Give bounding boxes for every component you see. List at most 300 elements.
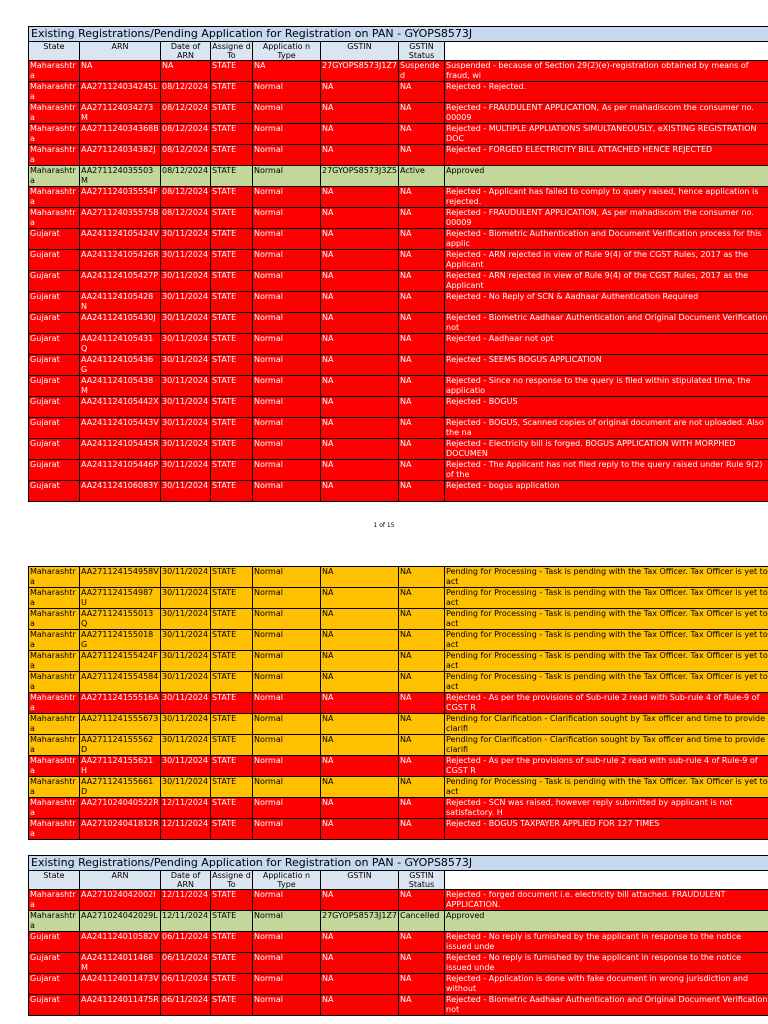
- cell-state: Maharashtra: [29, 609, 80, 630]
- cell-state: Maharashtra: [29, 82, 80, 103]
- cell-date: 30/11/2024: [161, 334, 211, 355]
- cell-arn: AA271124155516A: [80, 693, 161, 714]
- cell-gstin-status: NA: [399, 890, 445, 911]
- cell-gstin: NA: [321, 588, 399, 609]
- cell-assigned: STATE: [211, 61, 253, 82]
- table-row: [29, 103, 768, 124]
- cell-date: 08/12/2024: [161, 145, 211, 166]
- cell-date: 30/11/2024: [161, 693, 211, 714]
- cell-gstin-status: NA: [399, 145, 445, 166]
- cell-assigned: STATE: [211, 651, 253, 672]
- cell-type: Normal: [253, 588, 321, 609]
- cell-date: 06/11/2024: [161, 974, 211, 995]
- cell-gstin-status: NA: [399, 932, 445, 953]
- cell-date: 30/11/2024: [161, 418, 211, 439]
- cell-gstin: 27GYOPS8573J1Z7: [321, 61, 399, 82]
- table-row: [29, 250, 768, 271]
- cell-gstin-status: NA: [399, 313, 445, 334]
- cell-date: 30/11/2024: [161, 630, 211, 651]
- cell-type: Normal: [253, 82, 321, 103]
- cell-gstin-status: NA: [399, 995, 445, 1016]
- cell-date: 08/12/2024: [161, 82, 211, 103]
- cell-assigned: STATE: [211, 911, 253, 932]
- cell-state: Gujarat: [29, 439, 80, 460]
- table-row: [29, 819, 768, 840]
- cell-type: Normal: [253, 439, 321, 460]
- table-row: [29, 460, 768, 481]
- table-row: [29, 890, 768, 911]
- table-row: [29, 995, 768, 1016]
- col-header-assigned: Assigne d To: [212, 871, 251, 889]
- table-row: [29, 334, 768, 355]
- cell-assigned: STATE: [211, 439, 253, 460]
- cell-state: Gujarat: [29, 953, 80, 974]
- cell-gstin: NA: [321, 397, 399, 418]
- cell-type: Normal: [253, 735, 321, 756]
- cell-state: Gujarat: [29, 974, 80, 995]
- cell-remarks: Pending for Clarification - Clarification sought by Tax officer and time to provide clarifi: [445, 735, 768, 756]
- cell-gstin: NA: [321, 376, 399, 397]
- cell-date: 08/12/2024: [161, 187, 211, 208]
- cell-arn: AA271024042002I: [80, 890, 161, 911]
- cell-gstin-status: NA: [399, 567, 445, 588]
- table-row: [29, 672, 768, 693]
- cell-state: Gujarat: [29, 271, 80, 292]
- cell-gstin-status: NA: [399, 439, 445, 460]
- cell-arn: AA241124105443V: [80, 418, 161, 439]
- cell-type: Normal: [253, 630, 321, 651]
- cell-type: Normal: [253, 460, 321, 481]
- cell-gstin-status: NA: [399, 672, 445, 693]
- cell-date: 30/11/2024: [161, 376, 211, 397]
- cell-date: 06/11/2024: [161, 995, 211, 1016]
- cell-gstin-status: NA: [399, 974, 445, 995]
- cell-gstin-status: NA: [399, 397, 445, 418]
- cell-gstin: NA: [321, 714, 399, 735]
- cell-state: Gujarat: [29, 397, 80, 418]
- col-header-gstin: GSTIN: [321, 42, 399, 61]
- cell-type: Normal: [253, 481, 321, 502]
- cell-arn: AA271124035575B: [80, 208, 161, 229]
- cell-assigned: STATE: [211, 567, 253, 588]
- cell-state: Gujarat: [29, 334, 80, 355]
- cell-assigned: STATE: [211, 630, 253, 651]
- cell-gstin-status: NA: [399, 819, 445, 840]
- cell-arn: AA271024040522R: [80, 798, 161, 819]
- cell-gstin: NA: [321, 208, 399, 229]
- cell-type: Normal: [253, 166, 321, 187]
- cell-date: 30/11/2024: [161, 292, 211, 313]
- table-row: [29, 714, 768, 735]
- cell-gstin: NA: [321, 995, 399, 1016]
- cell-gstin: NA: [321, 145, 399, 166]
- table-row: [29, 735, 768, 756]
- cell-type: Normal: [253, 567, 321, 588]
- cell-gstin-status: NA: [399, 777, 445, 798]
- cell-assigned: STATE: [211, 229, 253, 250]
- cell-date: 30/11/2024: [161, 397, 211, 418]
- cell-assigned: STATE: [211, 995, 253, 1016]
- cell-date: 30/11/2024: [161, 355, 211, 376]
- cell-state: Maharashtra: [29, 145, 80, 166]
- col-header-remarks: [445, 871, 768, 890]
- cell-arn: AA2711241555673: [80, 714, 161, 735]
- cell-assigned: STATE: [211, 208, 253, 229]
- cell-remarks: Approved: [445, 166, 768, 187]
- table-body-page2: [29, 567, 768, 840]
- table-row: [29, 187, 768, 208]
- cell-remarks: Rejected - BOGUS TAXPAYER APPLIED FOR 127 TIMES: [445, 819, 768, 840]
- cell-remarks: Rejected - ARN rejected in view of Rule 9(4) of the CGST Rules, 2017 as the Applicant: [445, 250, 768, 271]
- cell-gstin: 27GYOPS8573J1Z7: [321, 911, 399, 932]
- cell-state: Gujarat: [29, 250, 80, 271]
- cell-type: Normal: [253, 714, 321, 735]
- cell-gstin-status: NA: [399, 481, 445, 502]
- cell-gstin: NA: [321, 82, 399, 103]
- cell-date: 30/11/2024: [161, 271, 211, 292]
- table-row: [29, 145, 768, 166]
- cell-date: 30/11/2024: [161, 313, 211, 334]
- cell-gstin: NA: [321, 819, 399, 840]
- cell-date: 30/11/2024: [161, 756, 211, 777]
- cell-state: Gujarat: [29, 313, 80, 334]
- table-row: [29, 355, 768, 376]
- cell-assigned: STATE: [211, 187, 253, 208]
- cell-state: Maharashtra: [29, 630, 80, 651]
- cell-date: 30/11/2024: [161, 651, 211, 672]
- cell-type: Normal: [253, 756, 321, 777]
- col-header-type: Applicatio n Type: [253, 871, 321, 890]
- cell-type: Normal: [253, 819, 321, 840]
- cell-date: 12/11/2024: [161, 911, 211, 932]
- table-row: [29, 313, 768, 334]
- cell-assigned: STATE: [211, 609, 253, 630]
- cell-remarks: Rejected - As per the provisions of Sub-rule 2 read with Sub-rule 4 of Rule-9 of CGST R: [445, 693, 768, 714]
- cell-gstin: NA: [321, 890, 399, 911]
- cell-gstin-status: NA: [399, 334, 445, 355]
- table-row: [29, 418, 768, 439]
- cell-type: Normal: [253, 145, 321, 166]
- cell-type: Normal: [253, 890, 321, 911]
- cell-remarks: Rejected - As per the provisions of sub-rule 2 read with sub-rule 4 of Rule-9 of CGST R: [445, 756, 768, 777]
- cell-type: Normal: [253, 187, 321, 208]
- cell-arn: AA241124105430J: [80, 313, 161, 334]
- cell-state: Maharashtra: [29, 777, 80, 798]
- cell-type: Normal: [253, 609, 321, 630]
- cell-assigned: STATE: [211, 481, 253, 502]
- cell-remarks: Rejected - Rejected.: [445, 82, 768, 103]
- cell-assigned: STATE: [211, 714, 253, 735]
- cell-remarks: Rejected - No reply is furnished by the applicant in response to the notice issued unde: [445, 953, 768, 974]
- col-header-gstin: GSTIN: [321, 871, 399, 890]
- table-header: [29, 871, 768, 890]
- cell-arn: AA271124155621H: [80, 756, 161, 777]
- cell-arn: AA271124154958V: [80, 567, 161, 588]
- cell-gstin-status: NA: [399, 418, 445, 439]
- table-row: [29, 974, 768, 995]
- cell-state: Gujarat: [29, 355, 80, 376]
- cell-gstin: NA: [321, 481, 399, 502]
- table-row: [29, 61, 768, 82]
- cell-assigned: STATE: [211, 890, 253, 911]
- cell-gstin: NA: [321, 292, 399, 313]
- cell-date: 12/11/2024: [161, 819, 211, 840]
- cell-remarks: Rejected - FORGED ELECTRICITY BILL ATTACHED HENCE REJECTED: [445, 145, 768, 166]
- cell-remarks: Rejected - SEEMS BOGUS APPLICATION: [445, 355, 768, 376]
- cell-state: Maharashtra: [29, 166, 80, 187]
- col-header-arn: ARN: [80, 42, 161, 61]
- cell-remarks: Rejected - Biometric Authentication and Document Verification process for this applic: [445, 229, 768, 250]
- cell-assigned: STATE: [211, 82, 253, 103]
- cell-gstin: NA: [321, 735, 399, 756]
- cell-type: Normal: [253, 953, 321, 974]
- cell-gstin-status: Cancelled: [399, 911, 445, 932]
- cell-state: Gujarat: [29, 418, 80, 439]
- cell-gstin: NA: [321, 334, 399, 355]
- cell-arn: AA241124105428N: [80, 292, 161, 313]
- cell-date: 30/11/2024: [161, 567, 211, 588]
- cell-arn: AA271124154987U: [80, 588, 161, 609]
- cell-gstin: NA: [321, 124, 399, 145]
- cell-state: Maharashtra: [29, 735, 80, 756]
- cell-remarks: Rejected - BOGUS, Scanned copies of original document are not uploaded. Also the na: [445, 418, 768, 439]
- col-header-arn: ARN: [80, 871, 161, 890]
- cell-gstin: NA: [321, 187, 399, 208]
- cell-date: 30/11/2024: [161, 777, 211, 798]
- cell-assigned: STATE: [211, 672, 253, 693]
- cell-date: NA: [161, 61, 211, 82]
- col-header-state: State: [29, 42, 80, 61]
- cell-type: Normal: [253, 777, 321, 798]
- table-row: [29, 124, 768, 145]
- cell-arn: AA241124106083Y: [80, 481, 161, 502]
- cell-type: Normal: [253, 313, 321, 334]
- cell-date: 30/11/2024: [161, 229, 211, 250]
- cell-gstin-status: Suspended: [399, 61, 445, 82]
- cell-date: 30/11/2024: [161, 714, 211, 735]
- cell-assigned: STATE: [211, 819, 253, 840]
- registrations-table-page3: [28, 855, 768, 1016]
- cell-assigned: STATE: [211, 166, 253, 187]
- cell-state: Maharashtra: [29, 103, 80, 124]
- cell-date: 30/11/2024: [161, 481, 211, 502]
- cell-remarks: Rejected - FRAUDULENT APPLICATION, As per mahadiscom the consumer no. 00009: [445, 103, 768, 124]
- cell-gstin: NA: [321, 609, 399, 630]
- cell-gstin-status: NA: [399, 250, 445, 271]
- col-header-gstin-status: GSTIN Status: [399, 871, 445, 890]
- table-row: [29, 292, 768, 313]
- cell-assigned: STATE: [211, 777, 253, 798]
- table-row: [29, 756, 768, 777]
- table-row: [29, 439, 768, 460]
- cell-gstin-status: NA: [399, 229, 445, 250]
- table-row: [29, 953, 768, 974]
- cell-remarks: Rejected - ARN rejected in view of Rule 9(4) of the CGST Rules, 2017 as the Applicant: [445, 271, 768, 292]
- cell-arn: AA271124155018G: [80, 630, 161, 651]
- cell-remarks: Rejected - Biometric Aadhaar Authentication and Original Document Verification not: [445, 313, 768, 334]
- cell-state: Maharashtra: [29, 567, 80, 588]
- table-row: [29, 693, 768, 714]
- col-header-remarks: [445, 42, 768, 61]
- cell-arn: AA271124155013Q: [80, 609, 161, 630]
- cell-type: Normal: [253, 911, 321, 932]
- cell-arn: AA241124011473V: [80, 974, 161, 995]
- cell-arn: AA241124105446P: [80, 460, 161, 481]
- cell-state: Maharashtra: [29, 819, 80, 840]
- col-header-assigned: Assigne d To: [212, 42, 251, 60]
- cell-assigned: STATE: [211, 292, 253, 313]
- cell-date: 30/11/2024: [161, 588, 211, 609]
- cell-remarks: Rejected - BOGUS: [445, 397, 768, 418]
- cell-gstin: NA: [321, 271, 399, 292]
- cell-remarks: Rejected - FRAUDULENT APPLICATION, As per mahadiscom the consumer no. 00009: [445, 208, 768, 229]
- cell-gstin: NA: [321, 756, 399, 777]
- cell-gstin-status: NA: [399, 208, 445, 229]
- cell-type: Normal: [253, 271, 321, 292]
- table-row: [29, 932, 768, 953]
- cell-gstin-status: NA: [399, 292, 445, 313]
- cell-gstin-status: NA: [399, 798, 445, 819]
- cell-assigned: STATE: [211, 124, 253, 145]
- cell-state: Gujarat: [29, 229, 80, 250]
- cell-assigned: STATE: [211, 334, 253, 355]
- table-row: [29, 630, 768, 651]
- cell-gstin-status: NA: [399, 693, 445, 714]
- cell-gstin-status: NA: [399, 103, 445, 124]
- cell-arn: AA271124155562D: [80, 735, 161, 756]
- cell-gstin: NA: [321, 355, 399, 376]
- cell-gstin-status: NA: [399, 187, 445, 208]
- cell-assigned: STATE: [211, 271, 253, 292]
- cell-assigned: STATE: [211, 103, 253, 124]
- cell-arn: AA241124105426R: [80, 250, 161, 271]
- cell-type: Normal: [253, 974, 321, 995]
- cell-gstin: NA: [321, 953, 399, 974]
- cell-assigned: STATE: [211, 355, 253, 376]
- cell-assigned: STATE: [211, 693, 253, 714]
- cell-arn: AA271124034245L: [80, 82, 161, 103]
- cell-date: 06/11/2024: [161, 932, 211, 953]
- cell-state: Maharashtra: [29, 756, 80, 777]
- cell-remarks: Rejected - SCN was raised, however reply submitted by applicant is not satisfactory. H: [445, 798, 768, 819]
- cell-arn: AA271124035503M: [80, 166, 161, 187]
- cell-gstin-status: NA: [399, 588, 445, 609]
- cell-gstin: NA: [321, 313, 399, 334]
- cell-state: Maharashtra: [29, 911, 80, 932]
- table-row: [29, 777, 768, 798]
- cell-state: Maharashtra: [29, 588, 80, 609]
- table-header: [29, 42, 768, 61]
- cell-remarks: Rejected - Electricity bill is forged. BOGUS APPLICATION WITH MORPHED DOCUMEN: [445, 439, 768, 460]
- cell-arn: AA241124011468M: [80, 953, 161, 974]
- cell-type: Normal: [253, 124, 321, 145]
- cell-assigned: STATE: [211, 953, 253, 974]
- cell-arn: AA241124105431Q: [80, 334, 161, 355]
- cell-arn: AA2711241554584: [80, 672, 161, 693]
- cell-type: NA: [253, 61, 321, 82]
- table-row: [29, 397, 768, 418]
- table-title: Existing Registrations/Pending Application for Registration on PAN - GYOPS8573J: [29, 27, 768, 42]
- cell-state: Gujarat: [29, 376, 80, 397]
- cell-type: Normal: [253, 651, 321, 672]
- cell-date: 30/11/2024: [161, 460, 211, 481]
- cell-type: Normal: [253, 376, 321, 397]
- cell-remarks: Pending for Processing - Task is pending with the Tax Officer. Tax Officer is yet to act: [445, 651, 768, 672]
- cell-state: Gujarat: [29, 481, 80, 502]
- cell-arn: AA241124011475R: [80, 995, 161, 1016]
- cell-remarks: Rejected - Application is done with fake document in wrong jurisdiction and without: [445, 974, 768, 995]
- cell-remarks: Pending for Processing - Task is pending with the Tax Officer. Tax Officer is yet to act: [445, 672, 768, 693]
- cell-gstin: NA: [321, 630, 399, 651]
- cell-gstin: NA: [321, 439, 399, 460]
- cell-remarks: Rejected - Aadhaar not opt: [445, 334, 768, 355]
- cell-gstin-status: NA: [399, 630, 445, 651]
- cell-assigned: STATE: [211, 145, 253, 166]
- cell-date: 08/12/2024: [161, 103, 211, 124]
- col-header-type: Applicatio n Type: [253, 42, 321, 61]
- cell-assigned: STATE: [211, 397, 253, 418]
- cell-assigned: STATE: [211, 974, 253, 995]
- cell-remarks: Rejected - Since no response to the query is filed within stipulated time, the applicatio: [445, 376, 768, 397]
- cell-assigned: STATE: [211, 418, 253, 439]
- cell-type: Normal: [253, 208, 321, 229]
- cell-date: 30/11/2024: [161, 250, 211, 271]
- cell-remarks: Pending for Processing - Task is pending with the Tax Officer. Tax Officer is yet to act: [445, 777, 768, 798]
- cell-arn: AA241124105438M: [80, 376, 161, 397]
- table-row: [29, 651, 768, 672]
- cell-date: 12/11/2024: [161, 798, 211, 819]
- cell-state: Maharashtra: [29, 651, 80, 672]
- cell-state: Gujarat: [29, 292, 80, 313]
- cell-assigned: STATE: [211, 460, 253, 481]
- cell-arn: AA241124105427P: [80, 271, 161, 292]
- cell-assigned: STATE: [211, 932, 253, 953]
- cell-gstin-status: NA: [399, 735, 445, 756]
- cell-gstin-status: NA: [399, 953, 445, 974]
- table-title: Existing Registrations/Pending Application for Registration on PAN - GYOPS8573J: [29, 856, 768, 871]
- cell-arn: AA271024042029L: [80, 911, 161, 932]
- cell-state: Maharashtra: [29, 61, 80, 82]
- cell-state: Gujarat: [29, 460, 80, 481]
- cell-arn: AA241124105424V: [80, 229, 161, 250]
- cell-gstin: NA: [321, 693, 399, 714]
- col-header-date: Date of ARN: [161, 42, 211, 61]
- cell-gstin: NA: [321, 250, 399, 271]
- cell-assigned: STATE: [211, 735, 253, 756]
- cell-assigned: STATE: [211, 588, 253, 609]
- table-row: [29, 567, 768, 588]
- cell-type: Normal: [253, 103, 321, 124]
- cell-gstin-status: NA: [399, 714, 445, 735]
- table-row: [29, 271, 768, 292]
- cell-state: Maharashtra: [29, 890, 80, 911]
- cell-remarks: Pending for Clarification - Clarification sought by Tax officer and time to provide clarifi: [445, 714, 768, 735]
- cell-state: Maharashtra: [29, 714, 80, 735]
- cell-assigned: STATE: [211, 313, 253, 334]
- cell-state: Maharashtra: [29, 672, 80, 693]
- cell-remarks: Rejected - forged document i.e. electricity bill attached. FRAUDULENT APPLICATION.: [445, 890, 768, 911]
- cell-gstin-status: NA: [399, 651, 445, 672]
- cell-state: Maharashtra: [29, 798, 80, 819]
- cell-gstin-status: NA: [399, 376, 445, 397]
- cell-date: 06/11/2024: [161, 953, 211, 974]
- cell-arn: AA241124010582V: [80, 932, 161, 953]
- table-row: [29, 588, 768, 609]
- cell-arn: AA241124105442X: [80, 397, 161, 418]
- cell-remarks: Pending for Processing - Task is pending with the Tax Officer. Tax Officer is yet to act: [445, 588, 768, 609]
- cell-date: 30/11/2024: [161, 672, 211, 693]
- cell-remarks: Suspended - because of Section 29(2)(e)-registration obtained by means of fraud, wi: [445, 61, 768, 82]
